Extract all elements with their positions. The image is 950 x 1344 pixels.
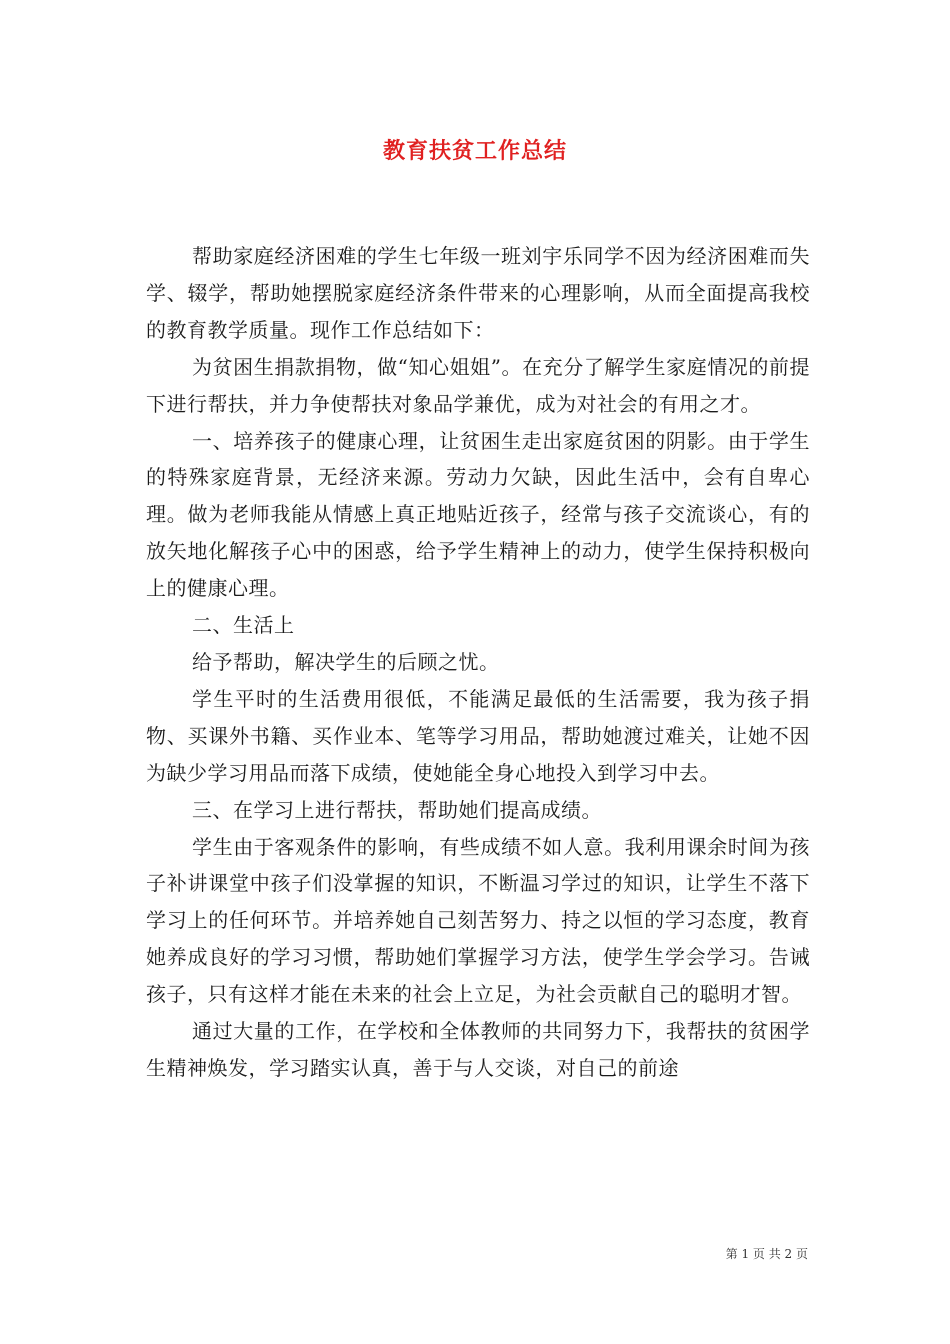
paragraph-results: 通过大量的工作，在学校和全体教师的共同努力下，我帮扶的贫困学生精神焕发，学习踏实认真，善于与人交谈，对自己的前途 [146,1019,810,1080]
document-title: 教育扶贫工作总结 [382,138,567,164]
paragraph-life-help: 给予帮助，解决学生的后顾之忧。 [192,649,500,674]
paragraph-living-costs: 学生平时的生活费用很低，不能满足最低的生活需要，我为孩子捐物、买课外书籍、买作业本、笔等学习用品，帮助她渡过难关，让她不因为缺少学习用品而落下成绩，使她能全身心地投入到学习中去。 [146,686,810,785]
paragraph-study: 学生由于客观条件的影响，有些成绩不如人意。我利用课余时间为孩子补讲课堂中孩子们没掌握的知识，不断温习学过的知识，让学生不落下学习上的任何环节。并培养她自己刻苦努力、持之以恒的学习态度，教育她养成良好的学习习惯，帮助她们掌握学习方法，使学生学会学习。告诫孩子，只有这样才能在未来的社会上立足，为社会贡献自己的聪明才智。 [146,834,810,1007]
heading-life: 二、生活上 [192,613,295,638]
paragraph-donation: 为贫困生捐款捐物，做“知心姐姐”。在充分了解学生家庭情况的前提下进行帮扶，并力争使帮扶对象品学兼优，成为对社会的有用之才。 [146,354,810,416]
paragraph-intro: 帮助家庭经济困难的学生七年级一班刘宇乐同学不因为经济困难而失学、辍学，帮助她摆脱家庭经济条件带来的心理影响，从而全面提高我校的教育教学质量。现作工作总结如下： [146,244,810,342]
paragraph-psychology: 一、培养孩子的健康心理，让贫困生走出家庭贫困的阴影。由于学生的特殊家庭背景，无经济来源。劳动力欠缺，因此生活中，会有自卑心理。做为老师我能从情感上真正地贴近孩子，经常与孩子交流谈心，有的放矢地化解孩子心中的困惑，给予学生精神上的动力，使学生保持积极向上的健康心理。 [146,428,810,601]
heading-study: 三、在学习上进行帮扶，帮助她们提高成绩。 [192,797,602,822]
page-number: 第 1 页 共 2 页 [725,1247,808,1261]
document-body [146,238,810,1087]
